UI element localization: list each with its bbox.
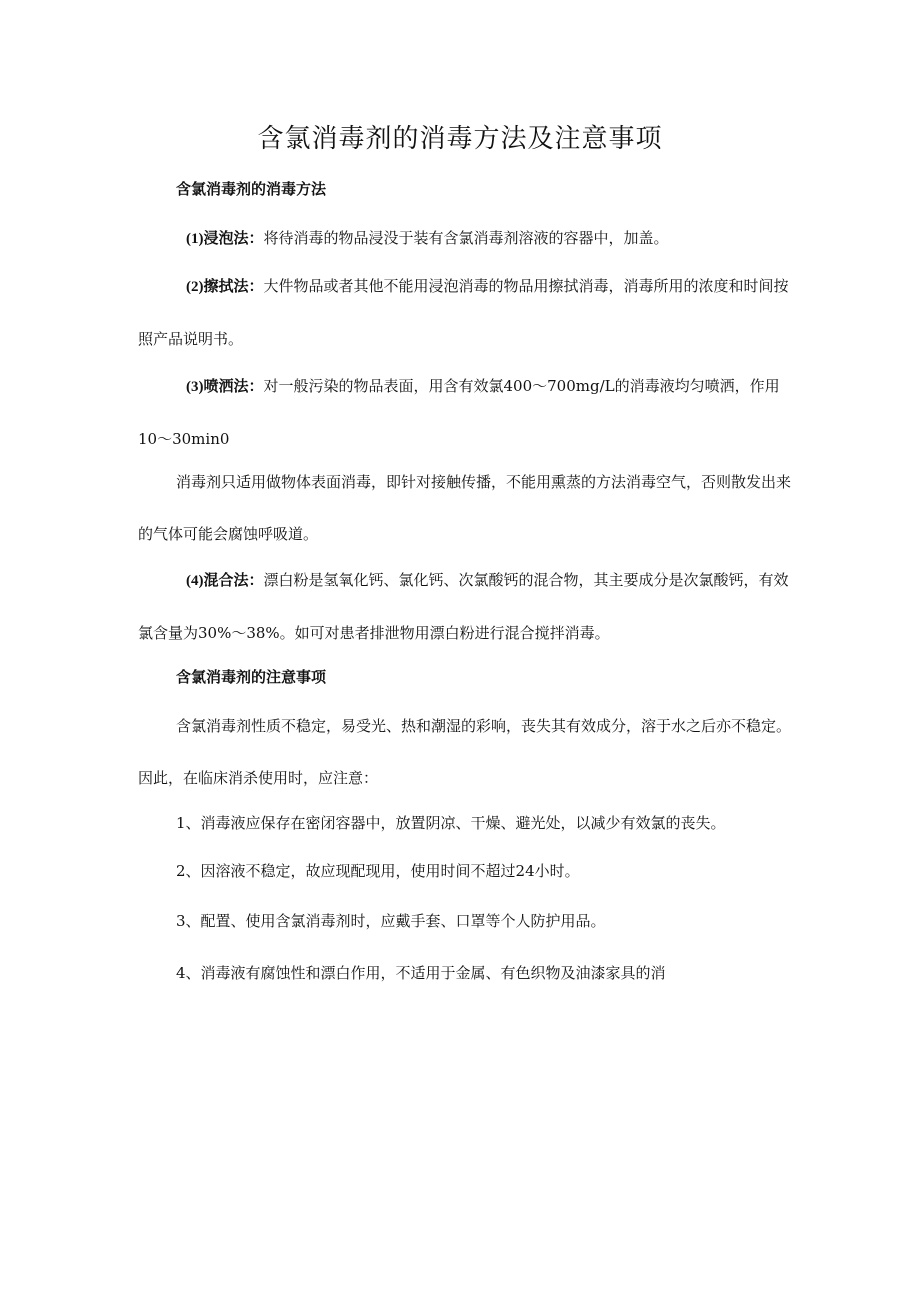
precaution-item-1: 1、消毒液应保存在密闭容器中，放置阴凉、干燥、避光处，以减少有效氯的丧失。: [176, 814, 726, 832]
method-spraying-label: (3)喷洒法：: [186, 379, 264, 395]
method-mixing-text: 漂白粉是氢氧化钙、氯化钙、次氯酸钙的混合物，其主要成分是次氯酸钙，有效氯含量为30%～38%。如可对患者排泄物用漂白粉进行混合搅拌消毒。: [138, 571, 789, 642]
section-heading-methods: 含氯消毒剂的消毒方法: [176, 180, 327, 198]
document-title: 含氯消毒剂的消毒方法及注意事项: [257, 124, 663, 154]
method-immersion: [138, 212, 798, 265]
method-immersion-text: 将待消毒的物品浸没于装有含氯消毒剂溶液的容器中，加盖。: [263, 229, 669, 247]
method-wiping-label: (2)擦拭法：: [186, 279, 264, 295]
method-spraying: [138, 360, 798, 465]
method-immersion-label: (1)浸泡法：: [186, 231, 264, 247]
section-heading-precautions: 含氯消毒剂的注意事项: [176, 668, 327, 686]
method-spraying-text: 对一般污染的物品表面，用含有效氯400～700mg/L的消毒液均匀喷洒，作用10～30min0: [138, 377, 780, 448]
precaution-item-4: 4、消毒液有腐蚀性和漂白作用，不适用于金属、有色织物及油漆家具的消: [176, 964, 666, 982]
method-wiping-text: 大件物品或者其他不能用浸泡消毒的物品用擦拭消毒，消毒所用的浓度和时间按照产品说明书。: [138, 277, 789, 348]
method-mixing-label: (4)混合法：: [186, 573, 264, 589]
precautions-intro: 含氯消毒剂性质不稳定，易受光、热和潮湿的彩响，丧失其有效成分，溶于水之后亦不稳定。因此，在临床消杀使用时，应注意：: [138, 717, 792, 787]
method-wiping: [138, 260, 798, 365]
precaution-item-3: 3、配置、使用含氯消毒剂时，应戴手套、口罩等个人防护用品。: [176, 912, 606, 930]
precaution-item-2: 2、因溶液不稳定，故应现配现用，使用时间不超过24小时。: [176, 862, 580, 880]
method-note: 消毒剂只适用做物体表面消毒，即针对接触传播，不能用熏蒸的方法消毒空气，否则散发出来的气体可能会腐蚀呼吸道。: [138, 473, 792, 543]
method-mixing: [138, 554, 798, 659]
